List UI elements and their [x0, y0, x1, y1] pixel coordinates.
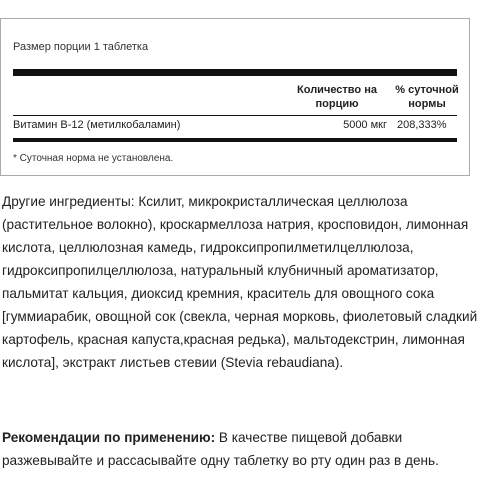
nutrient-name: Витамин B-12 (метилкобаламин) — [13, 119, 181, 131]
usage-text: В качестве пищевой добавки разжевывайте и рассасывайте одну таблетку во рту один раз в день. — [2, 430, 439, 468]
usage-label: Рекомендации по применению: — [2, 430, 216, 445]
daily-value-column-header: % суточной нормы — [395, 84, 459, 110]
supplement-facts-panel — [0, 18, 470, 176]
footnote: * Суточная норма не установлена. — [13, 153, 174, 164]
serving-size: Размер порции 1 таблетка — [13, 41, 149, 53]
usage-recommendations — [2, 426, 480, 472]
other-ingredients: Другие ингредиенты: Ксилит, микрокристаллическая целлюлоза (растительное волокно), кроскармеллоза натрия, кросповидон, лимонная кислота, целлюлозная камедь, гидроксипропилметилцеллюлоза, гидроксипропилцеллюлоза, натуральный клубничный ароматизатор, пальмитат кальция, диоксид кремния, краситель для овощного сока [гуммиарабик, овощной сок (свекла, черная морковь, фиолетовый сладкий картофель, красная капуста,красная редька), мальтодекстрин, лимонная кислота], экстракт листьев стевии (Stevia rebaudiana). — [2, 194, 478, 370]
nutrient-daily-value: 208,333% — [397, 119, 447, 131]
heavy-divider — [13, 69, 457, 76]
nutrient-amount: 5000 мкг — [343, 119, 387, 131]
bottom-divider — [13, 138, 457, 142]
header-divider — [13, 115, 457, 116]
amount-column-header: Количество на порцию — [297, 84, 377, 110]
